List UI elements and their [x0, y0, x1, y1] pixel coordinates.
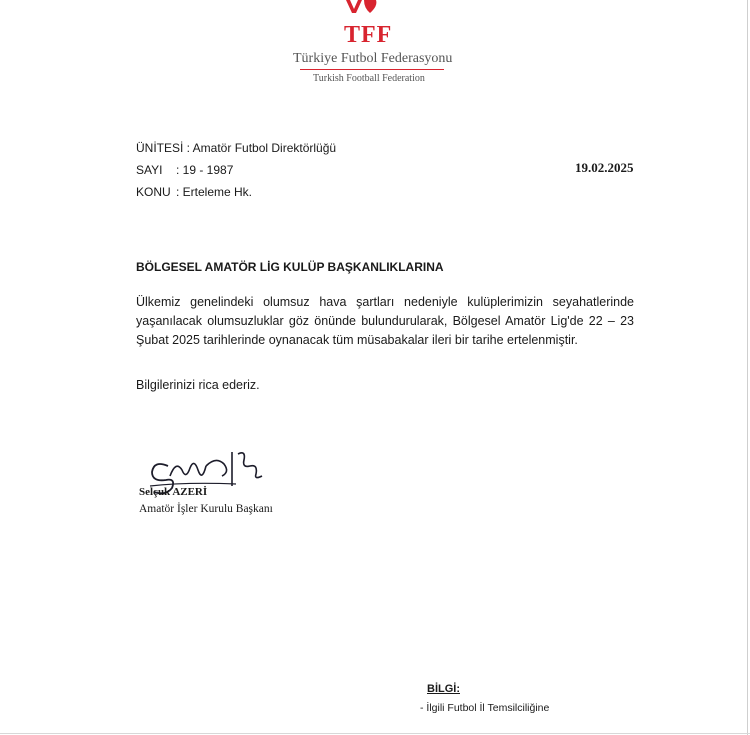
tff-emblem-icon: [340, 0, 384, 14]
signer-title: Amatör İşler Kurulu Başkanı: [139, 503, 273, 515]
document-date: 19.02.2025: [575, 160, 634, 175]
tff-logo-text: TFF: [344, 22, 393, 48]
page-edge-right: [747, 0, 748, 735]
letter-body: Ülkemiz genelindeki olumsuz hava şartları nedeniyle kulüplerimizin seyahatlerinde yaşanılacak olumsuzluklar göz önünde bulundurularak, Bölgesel Amatör Lig'de 22 – 23 Şubat 2025 tarihlerinde oynanacak tüm müsabakalar ileri bir tarihe ertelenmiştir.: [136, 295, 634, 347]
recipient-heading: BÖLGESEL AMATÖR LİG KULÜP BAŞKANLIKLARINA: [136, 260, 444, 274]
sayi-label: SAYI: [136, 163, 163, 177]
cc-heading: BİLGİ:: [427, 683, 460, 695]
sayi-value: : 19 - 1987: [176, 163, 234, 177]
closing-line: Bilgilerinizi rica ederiz.: [136, 378, 260, 392]
signer-name: Selçuk AZERİ: [139, 486, 208, 498]
konu-line: [136, 185, 252, 199]
cc-recipient: - İlgili Futbol İl Temsilciliğine: [420, 702, 550, 714]
logo-divider: [300, 69, 444, 70]
page-edge-bottom: [0, 733, 750, 734]
sayi-line: [136, 163, 233, 177]
konu-label: KONU: [136, 185, 171, 199]
federation-name-english: Turkish Football Federation: [313, 73, 425, 84]
konu-value: : Erteleme Hk.: [176, 185, 253, 199]
unit-line: ÜNİTESİ : Amatör Futbol Direktörlüğü: [136, 141, 337, 155]
federation-name-turkish: Türkiye Futbol Federasyonu: [293, 51, 453, 66]
